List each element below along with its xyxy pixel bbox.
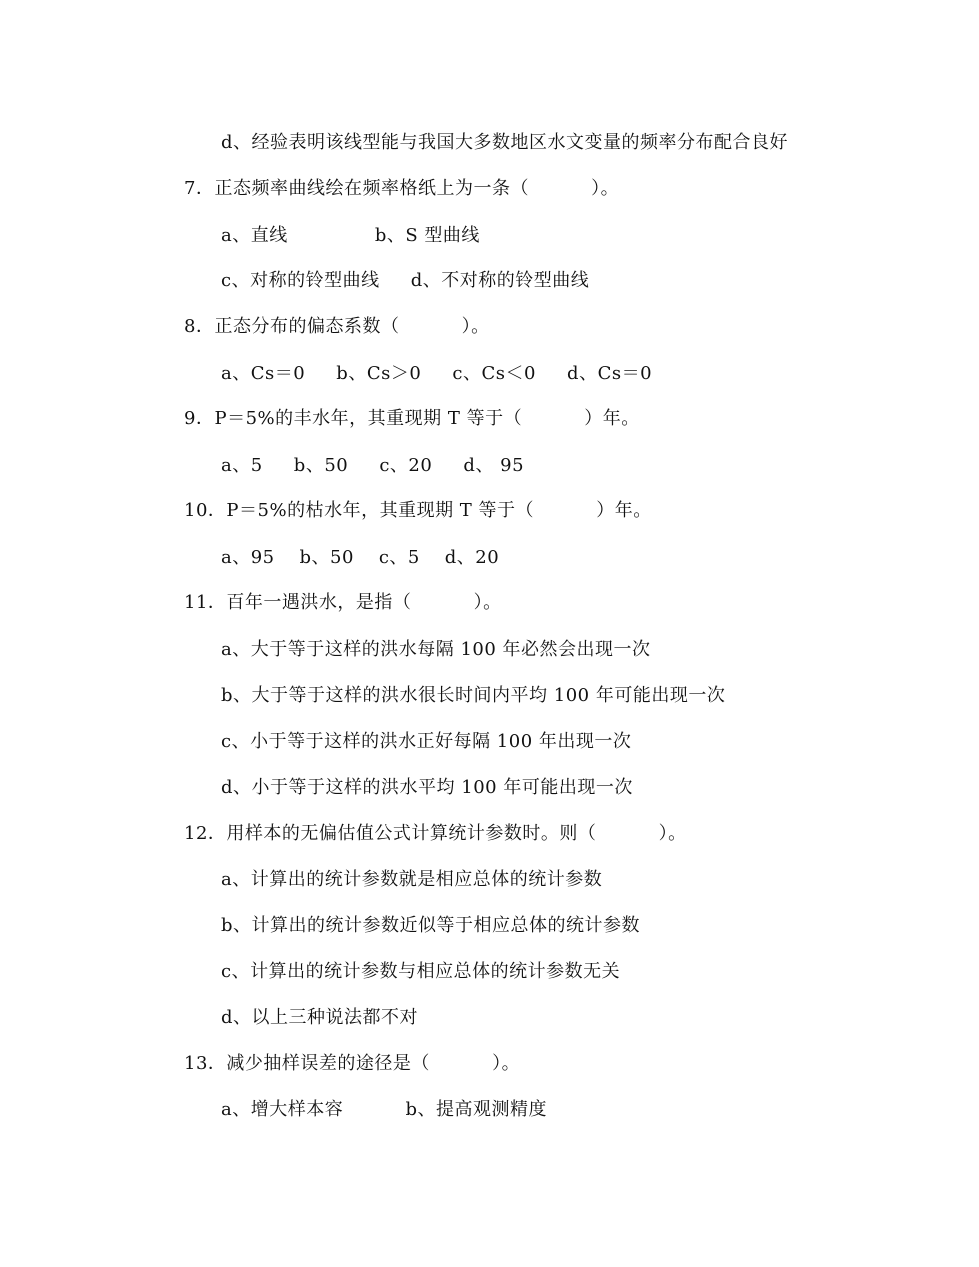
option-line: d、经验表明该线型能与我国大多数地区水文变量的频率分布配合良好	[221, 132, 789, 153]
question-line: 7．正态频率曲线绘在频率格纸上为一条（ ）。	[184, 178, 620, 199]
option-line: a、95 b、50 c、5 d、20	[221, 547, 500, 568]
question-line: 8．正态分布的偏态系数（ ）。	[184, 316, 490, 337]
option-line: a、增大样本容 b、提高观测精度	[221, 1099, 547, 1120]
option-line: c、计算出的统计参数与相应总体的统计参数无关	[221, 961, 621, 982]
question-line: 13．减少抽样误差的途径是（ ）。	[184, 1053, 521, 1074]
question-line: 11．百年一遇洪水，是指（ ）。	[184, 592, 502, 613]
question-line: 12．用样本的无偏估值公式计算统计参数时。则（ ）。	[184, 823, 687, 844]
option-line: b、计算出的统计参数近似等于相应总体的统计参数	[221, 915, 641, 936]
option-line: b、大于等于这样的洪水很长时间内平均 100 年可能出现一次	[221, 685, 726, 706]
option-line: a、计算出的统计参数就是相应总体的统计参数	[221, 869, 603, 890]
option-line: c、对称的铃型曲线 d、不对称的铃型曲线	[221, 270, 590, 291]
question-line: 9．P＝5%的丰水年，其重现期 T 等于（ ）年。	[184, 408, 640, 429]
option-line: a、Cs＝0 b、Cs＞0 c、Cs＜0 d、Cs＝0	[221, 363, 653, 384]
option-line: a、直线 b、S 型曲线	[221, 225, 480, 246]
option-line: c、小于等于这样的洪水正好每隔 100 年出现一次	[221, 731, 632, 752]
option-line: a、大于等于这样的洪水每隔 100 年必然会出现一次	[221, 639, 651, 660]
option-line: d、小于等于这样的洪水平均 100 年可能出现一次	[221, 777, 633, 798]
option-line: d、以上三种说法都不对	[221, 1007, 419, 1028]
question-line: 10．P＝5%的枯水年，其重现期 T 等于（ ）年。	[184, 500, 652, 521]
option-line: a、5 b、50 c、20 d、 95	[221, 455, 525, 476]
